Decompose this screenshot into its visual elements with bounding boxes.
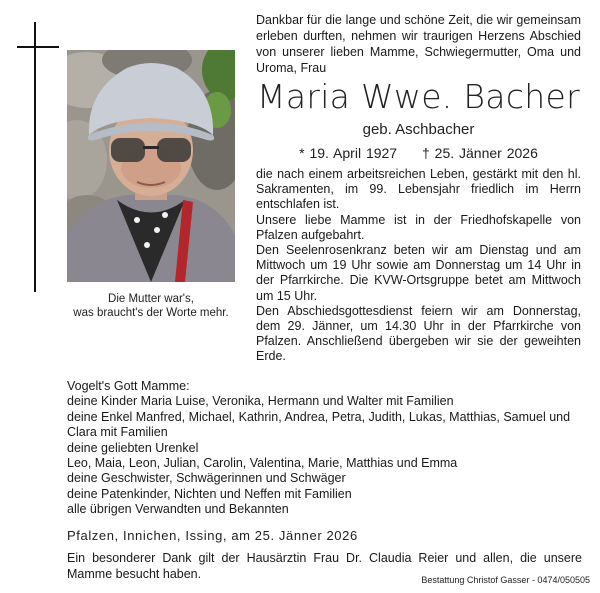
body-paragraph: Unsere liebe Mamme ist in der Friedhofskapelle von Pfalzen aufgebahrt. [256, 212, 581, 242]
thanks-text: Ein besonderer Dank gilt der Hausärztin Frau Dr. Claudia Reier und allen, die unsere Mamme besucht haben. [67, 551, 582, 581]
cross-horizontal-bar [17, 46, 59, 48]
birth-name: geb. Aschbacher [362, 121, 475, 138]
announcement-body [256, 167, 581, 365]
death-date: † 25. Jänner 2026 [421, 145, 538, 161]
birth-date: * 19. April 1927 [299, 145, 398, 161]
family-list [67, 379, 582, 518]
caption-line-2: was braucht's der Worte mehr. [73, 307, 229, 319]
family-line: deine Kinder Maria Luise, Veronika, Hermann und Walter mit Familien [67, 394, 454, 409]
life-dates [256, 145, 581, 161]
body-paragraph: die nach einem arbeitsreichen Leben, gestärkt mit den hl. Sakramenten, im 99. Lebensjahr friedlich im Herrn entschlafen ist. [256, 167, 581, 212]
family-line: deine geliebten Urenkel [67, 440, 199, 455]
family-line: deine Enkel Manfred, Michael, Kathrin, Andrea, Petra, Judith, Lukas, Matthias, Samuel und Clara mit Familien [67, 409, 571, 440]
deceased-name: Maria Wwe. Bacher [257, 77, 580, 116]
family-line: Leo, Maia, Leon, Julian, Carolin, Valentina, Marie, Matthias und Emma [67, 456, 458, 471]
caption-line-1: Die Mutter war's, [108, 293, 194, 305]
family-line: alle übrigen Verwandten und Bekannten [67, 502, 289, 517]
family-line: deine Geschwister, Schwägerinnen und Schwäger [67, 471, 346, 486]
photo-caption [67, 292, 235, 320]
portrait-photo [67, 50, 235, 282]
family-line: Vogelt's Gott Mamme: [67, 379, 190, 393]
cross-vertical-bar [34, 22, 36, 292]
body-paragraph: Den Seelenrosenkranz beten wir am Dienstag und am Mittwoch um 19 Uhr sowie am Donnerstag um 14 Uhr in der Pfarrkirche. Die KVW-Ortsgruppe betet am Mittwoch um 15 Uhr. [256, 243, 581, 303]
body-paragraph: Den Abschiedsgottesdienst feiern wir am Donnerstag, dem 29. Jänner, um 14.30 Uhr in der Pfarrkirche von Pfalzen. Anschließend übergeben wir sie der geweihten Erde. [256, 303, 581, 364]
undertaker-credit: Bestattung Christof Gasser - 0474/050505 [421, 575, 590, 585]
family-line: deine Patenkinder, Nichten und Neffen mit Familien [67, 486, 352, 501]
portrait-illustration [67, 50, 235, 282]
intro-text: Dankbar für die lange und schöne Zeit, die wir gemeinsam erleben durften, nehmen wir traurigen Herzens Abschied von unserer lieben Mamme, Schwiegermutter, Oma und Uroma, Frau [256, 13, 581, 75]
place-date: Pfalzen, Innichen, Issing, am 25. Jänner 2026 [67, 528, 358, 543]
